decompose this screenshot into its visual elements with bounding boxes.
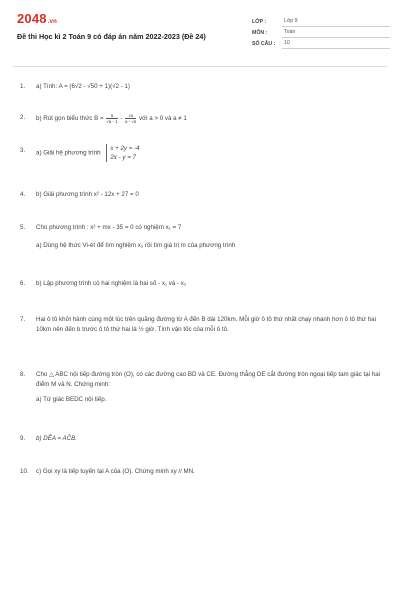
question-2 — [20, 113, 380, 124]
question-3 — [20, 144, 380, 162]
question-9 — [20, 434, 380, 444]
question-text: b) Giải phương trình x² - 12x + 27 = 0 — [36, 191, 139, 198]
question-number: 2. — [20, 114, 26, 121]
meta-value: Lớp 9 — [282, 17, 390, 27]
question-text: b) DÊA = AĈB. — [36, 435, 77, 442]
question-number: 8. — [20, 371, 26, 378]
question-number: 9. — [20, 435, 26, 442]
equation-system: x + 2y = -4 2x - y = 7 — [106, 144, 139, 162]
meta-value: 10 — [282, 39, 390, 49]
question-number: 7. — [20, 316, 26, 323]
header-divider — [13, 66, 387, 67]
question-number: 6. — [20, 280, 26, 287]
question-number: 4. — [20, 191, 26, 198]
question-7 — [20, 315, 380, 334]
question-text: a) Tính: A = (6√2 - √50 + 1)(√2 - 1) — [36, 83, 130, 90]
meta-key: LỚP : — [252, 18, 267, 25]
question-6 — [20, 279, 380, 289]
fraction: $\frac{√a}{a - √a}$ — [125, 113, 137, 124]
question-number: 1. — [20, 83, 26, 90]
exam-meta — [252, 16, 390, 49]
meta-key: MÔN : — [252, 29, 268, 36]
meta-row-subject — [252, 27, 390, 38]
question-subpart: a) Dùng hệ thức Vi-ét để tìm nghiệm x₂ rồi tìm giá trị m của phương trình — [36, 241, 236, 249]
question-10 — [20, 467, 380, 477]
question-5 — [20, 223, 380, 250]
question-text: a) Giải hệ phương trình x + 2y = -4 2x - y = 7 — [36, 145, 140, 161]
site-logo[interactable]: 2048.vn — [17, 11, 58, 26]
meta-key: SỐ CÂU : — [252, 40, 276, 47]
page-title: Đề thi Học kì 2 Toán 9 có đáp án năm 2022-2023 (Đề 24) — [17, 32, 206, 41]
question-text: b) Lập phương trình có hai nghiệm là hai số - x₁ và - x₂ — [36, 280, 187, 287]
question-text: Cho phương trình : x² + mx - 35 = 0 có nghiệm x₁ = 7 — [36, 224, 182, 231]
question-text: b) Rút gọn biểu thức B = $\frac{a}{√a - 1}$ - $\frac{√a}{a - √a}$ với a > 0 và a ≠ 1 — [36, 113, 187, 124]
question-8 — [20, 370, 380, 405]
question-number: 10. — [20, 468, 29, 475]
fraction: $\frac{a}{√a - 1}$ — [106, 113, 118, 124]
question-number: 5. — [20, 224, 26, 231]
question-text: Hai ô tô khởi hành cùng một lúc trên quãng đường từ A đến B dài 120km. Mỗi giờ ô tô thứ nhất chạy nhanh hơn ô tô thứ hai 10km nên đến b trước ô tô thứ hai là ½ giờ. Tính vận tốc của mỗi ô tô. — [36, 316, 376, 333]
question-text: c) Gọi xy là tiếp tuyến tại A của (O). Chứng minh xy // MN. — [36, 468, 195, 475]
meta-row-count — [252, 38, 390, 49]
question-number: 3. — [20, 147, 26, 154]
meta-value: Toán — [282, 28, 390, 38]
question-1 — [20, 82, 380, 92]
logo-suffix: .vn — [47, 19, 58, 25]
question-text: Cho △ ABC nội tiếp đường tròn (O), có các đường cao BD và CE. Đường thẳng DE cắt đường tròn ngoại tiếp tam giác tại hai điểm M và N. Chứng minh: — [36, 371, 381, 388]
question-4 — [20, 190, 380, 200]
meta-row-class — [252, 16, 390, 27]
question-subpart: a) Tứ giác BEDC nội tiếp. — [36, 396, 107, 403]
